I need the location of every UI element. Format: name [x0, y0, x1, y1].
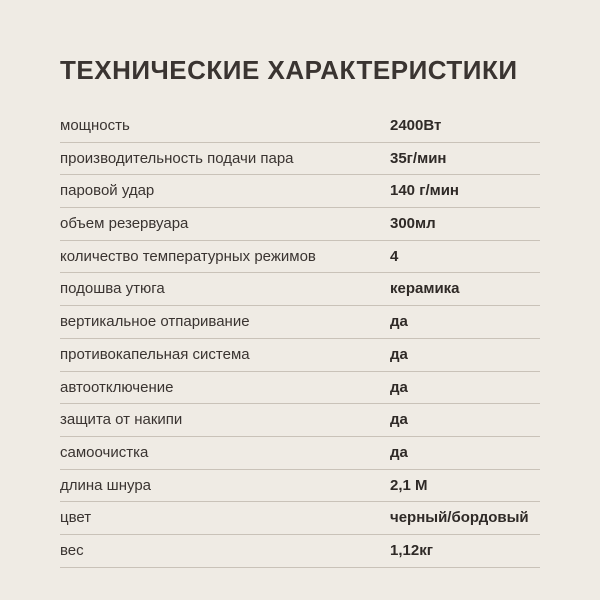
spec-row-steam-shot: [60, 175, 540, 208]
spec-row-steam-output: [60, 143, 540, 176]
spec-value: 35г/мин: [390, 149, 447, 167]
spec-value: 1,12кг: [390, 541, 433, 559]
spec-value: 2400Вт: [390, 117, 442, 134]
spec-value: 140 г/мин: [390, 182, 459, 200]
spec-value: 2,1 М: [390, 476, 428, 494]
spec-value: 4: [390, 247, 399, 265]
spec-value: да: [390, 378, 408, 396]
spec-row-temperature-modes: [60, 241, 540, 274]
spec-value: да: [390, 443, 408, 461]
spec-label: мощность: [60, 117, 130, 134]
spec-table: [60, 110, 540, 568]
spec-row-anti-drip: [60, 339, 540, 372]
spec-label: длина шнура: [60, 476, 152, 494]
spec-label: самоочистка: [60, 443, 149, 461]
spec-label: вес: [60, 541, 84, 559]
spec-label: вертикальное отпаривание: [60, 313, 250, 331]
spec-value: черный/бордовый: [390, 509, 529, 527]
spec-value: да: [390, 345, 408, 363]
spec-row-cord-length: [60, 470, 540, 503]
spec-label: количество температурных режимов: [60, 247, 316, 265]
spec-label: объем резервуара: [60, 215, 189, 233]
spec-label: автоотключение: [60, 378, 174, 396]
spec-row-soleplate: [60, 273, 540, 306]
spec-label: защита от накипи: [60, 411, 183, 429]
spec-value: керамика: [390, 280, 460, 298]
spec-value: да: [390, 411, 408, 429]
spec-label: противокапельная система: [60, 345, 250, 363]
spec-value: да: [390, 313, 408, 331]
spec-row-color: [60, 502, 540, 535]
spec-row-auto-off: [60, 372, 540, 405]
spec-row-vertical-steam: [60, 306, 540, 339]
spec-label: производительность подачи пара: [60, 149, 294, 167]
page-title: ТЕХНИЧЕСКИЕ ХАРАКТЕРИСТИКИ: [60, 55, 518, 85]
spec-label: паровой удар: [60, 182, 155, 200]
spec-row-weight: [60, 535, 540, 568]
spec-row-self-clean: [60, 437, 540, 470]
spec-label: подошва утюга: [60, 280, 165, 298]
spec-row-tank-volume: [60, 208, 540, 241]
spec-row-anti-calc: [60, 404, 540, 437]
spec-row-power: [60, 110, 540, 143]
spec-value: 300мл: [390, 215, 436, 233]
spec-label: цвет: [60, 509, 92, 527]
